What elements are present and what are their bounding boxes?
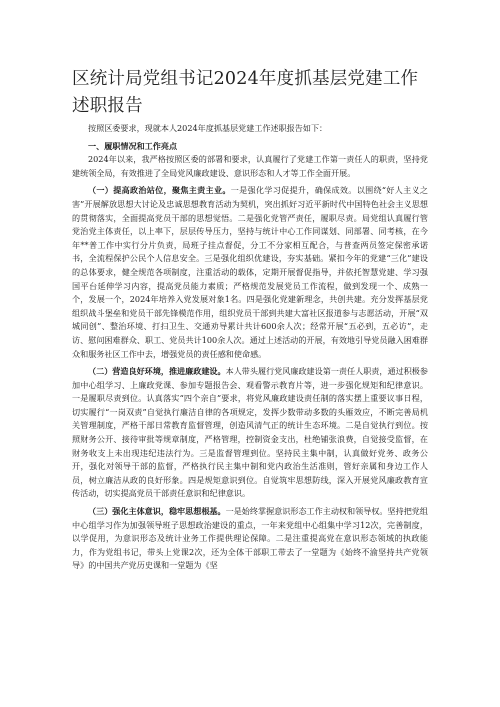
document-body: [72, 122, 428, 573]
document-title: 区统计局党组书记2024年度抓基层党建工作述职报告: [72, 69, 419, 116]
subsection-3: [72, 505, 428, 573]
intro-paragraph: 2024年以来，我严格按照区委的部署和要求，认真履行了党建工作第一责任人的职责，坚持党建统领全局，有效推进了全局党风廉政建设、意识形态和人才等工作全面开展。: [72, 154, 428, 178]
subsection-3-text: 一是始终掌握意识形态工作主动权和领导权。坚持把党组中心组学习作为加强领导班子思想政治建设的重点，一年来党组中心组集中学习12次，完善制度，以学促用，为意识形态及统计业务工作提供理论保障。二是注重提高党在意识形态领域的执政能力，作为党组书记，带头上党课2次，还为全体干部职工带去了一堂题为《始终不渝坚持共产党领导》的中国共产党历史课和一堂题为《坚: [72, 506, 428, 571]
subsection-3-heading: （三）强化主体意识，稳牢思想根基。: [88, 506, 226, 517]
subsection-2-text: 本人带头履行党风廉政建设第一责任人职责，通过积极参加中心组学习、上廉政党课、参加专题报告会、观看警示教育片等，进一步强化规矩和纪律意识。一是履职尽责到位。认真落实“四个亲自”要求，将党风廉政建设责任制的落实摆上重要议事日程，切实履行“一岗双责”自觉执行廉洁自律的各项规定，发挥少数带动多数的头雁效应，不断完善局机关管理制度，严格干部日常教育监督管理，创造风清气正的统计生态环境。二是自觉执行到位。按照财务公开、接待审批等规章制度，严格管理，控制资金支出，杜绝铺张浪费，自觉接受监督，在财务收支上未出现违纪违法行为。三是监督管理到位。坚持民主集中制，认真做好党务、政务公开，强化对领导干部的监督，严格执行民主集中制和党内政治生活准则，管好亲属和身边工作人员，树立廉洁从政的良好形象。四是规矩意识到位。自觉筑牢思想防线，深入开展党风廉政教育宣传活动，切实提高党员干部责任意识和纪律意识。: [72, 366, 428, 499]
section-heading: 一、履职情况和工作亮点: [88, 140, 178, 151]
subsection-1-text: 一是强化学习促提升，确保成效。以围绕“好人主义之害”开展解放思想大讨论及忠诚思想教育活动为契机，突出抓好习近平新时代中国特色社会主义思想的贯彻落实，全面提高党员干部的思想觉悟。二是强化党管严责任，履职尽责。局党组认真履行管党治党主体责任，以上率下，层层传导压力，坚持与统计中心工作同谋划、同部署、同考核，在今年**普工作中实行分片负责，局班子挂点督促，分工不分家相互配合，与普查两员签定保密承诺书，全流程保护公民个人信息安全。三是强化组织优建设，夯实基础。紧扣今年的党建“三化”建设的总体要求，健全规范各项制度，注重活动的载体，定期开展督促指导，并依托智慧党建、学习强国平台延伸学习内容，提高党员能力素质；严格规范发展党员工作流程，做到发现一个、成熟一个，发展一个，2024年培养入党发展对象1名。四是强化党建新理念，共创共建。充分发挥基层党组织战斗堡垒和党员干部先锋模范作用，组织党员干部到共建大富社区报道参与志愿活动，开展“双城同创”、整治环境、打扫卫生、交通劝导累计共计600余人次；经常开展“五必到，五必访”，走访、慰问困难群众、职工、党员共计100余人次。通过上述活动的开展，有效地引导党员融入困难群众和服务社区工作中去，增强党员的责任感和使命感。: [72, 185, 429, 359]
subsection-2-heading: （二）营造良好环境，推进廉政建设。: [88, 366, 226, 377]
subsection-2: [72, 365, 428, 501]
greeting-paragraph: 按照区委要求，现就本人2024年度抓基层党建工作述职报告如下：: [88, 123, 328, 133]
subsection-1: [72, 184, 428, 361]
subsection-1-heading: （一）提高政治站位，聚焦主责主业。: [88, 185, 231, 196]
